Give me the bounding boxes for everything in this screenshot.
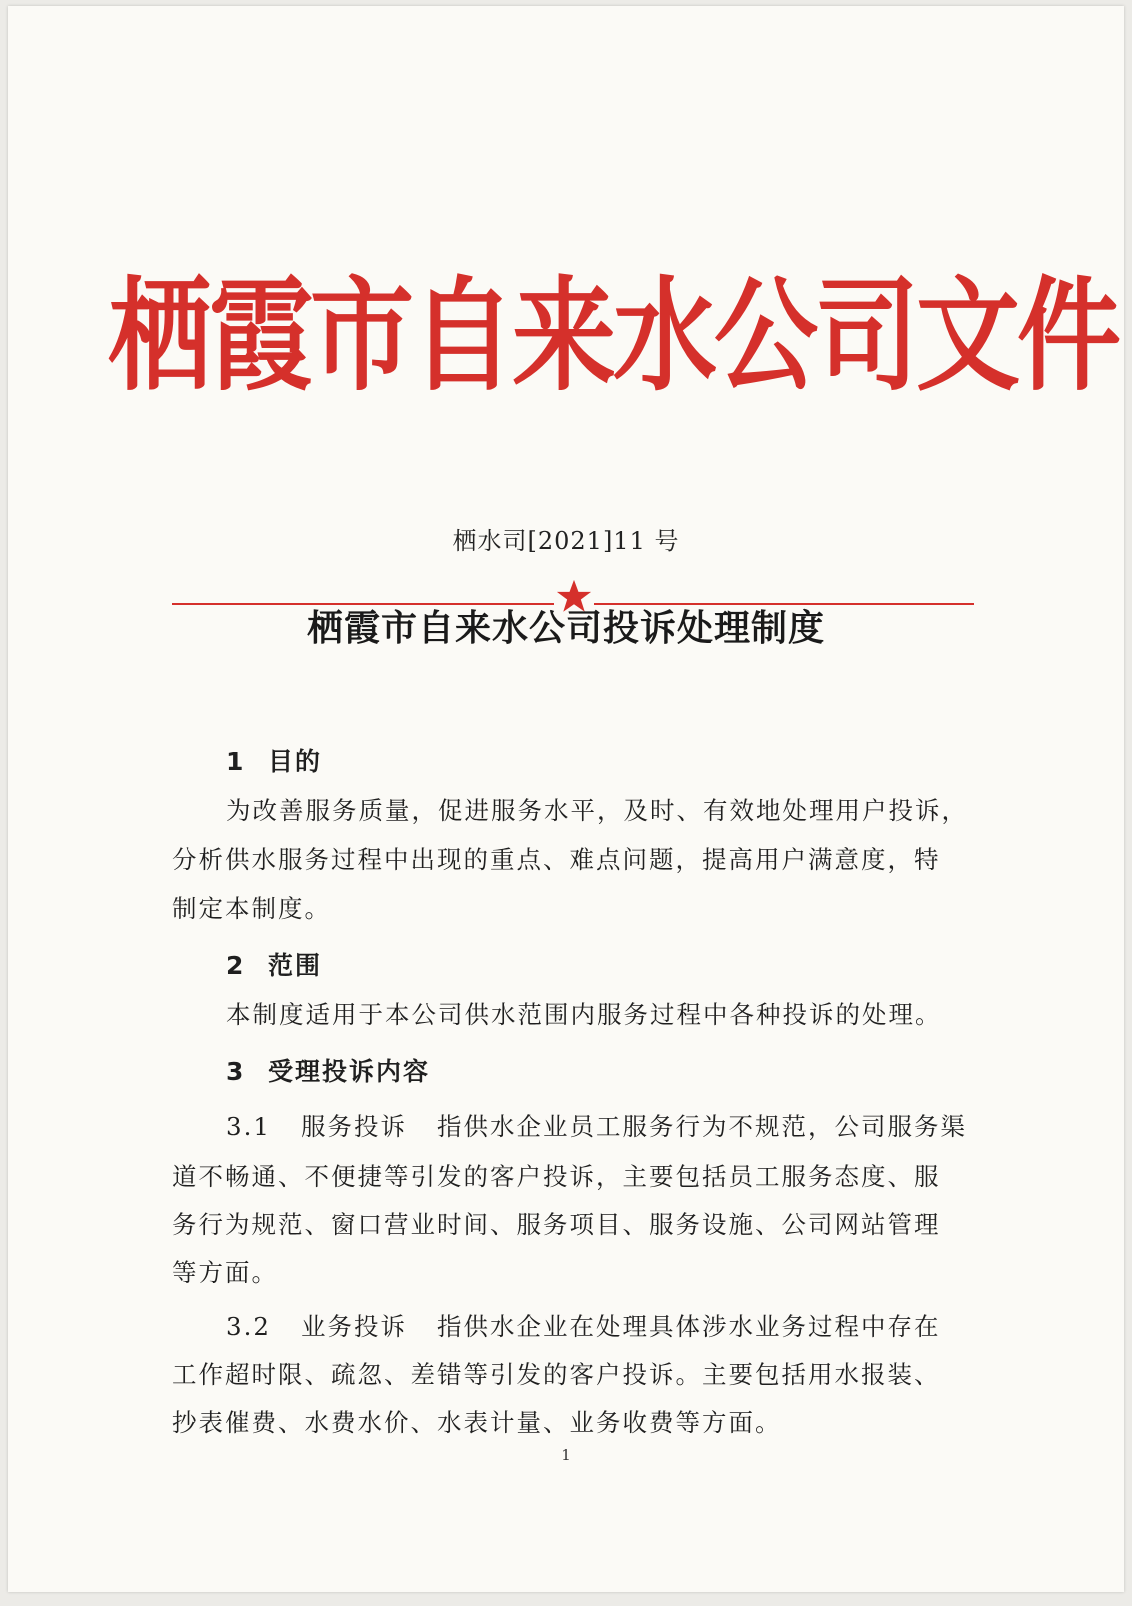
section-heading-purpose xyxy=(226,742,322,778)
paragraph-line: 工作超时限、疏忽、差错等引发的客户投诉。主要包括用水报装、 xyxy=(172,1360,941,1389)
paragraph-line: 本制度适用于本公司供水范围内服务过程中各种投诉的处理。 xyxy=(226,1000,942,1029)
section-heading-scope xyxy=(226,946,322,982)
section-title: 受理投诉内容 xyxy=(268,1057,431,1086)
paragraph-line: 道不畅通、不便捷等引发的客户投诉，主要包括员工服务态度、服 xyxy=(172,1162,941,1191)
section-title: 范围 xyxy=(268,951,323,980)
subsection-first-line xyxy=(226,1108,967,1143)
document-title: 栖霞市自来水公司投诉处理制度 xyxy=(306,608,825,649)
paragraph-line: 为改善服务质量，促进服务水平，及时、有效地处理用户投诉， xyxy=(226,796,968,825)
subsection-label: 业务投诉 xyxy=(300,1312,407,1341)
document-number: 栖水司[2021]11 号 xyxy=(452,527,680,555)
paragraph-text: 指供水企业员工服务行为不规范，公司服务渠 xyxy=(436,1112,967,1141)
subsection-label: 服务投诉 xyxy=(300,1112,407,1141)
section-heading-complaint-content xyxy=(226,1052,430,1088)
section-number: 3 xyxy=(226,1057,246,1086)
masthead-title: 栖霞市自来水公司文件 xyxy=(108,262,1119,408)
document-page xyxy=(8,6,1124,1592)
paragraph-line: 等方面。 xyxy=(172,1258,278,1287)
subsection-number: 3.1 xyxy=(226,1112,271,1141)
subsection-number: 3.2 xyxy=(226,1312,271,1341)
paragraph-line: 抄表催费、水费水价、水表计量、业务收费等方面。 xyxy=(172,1408,782,1437)
page-number: 1 xyxy=(561,1446,571,1464)
section-number: 1 xyxy=(226,747,246,776)
section-number: 2 xyxy=(226,951,246,980)
paragraph-line: 务行为规范、窗口营业时间、服务项目、服务设施、公司网站管理 xyxy=(172,1210,941,1239)
paragraph-line: 制定本制度。 xyxy=(172,894,331,923)
section-title: 目的 xyxy=(268,747,323,776)
subsection-first-line xyxy=(226,1308,940,1343)
paragraph-line: 分析供水服务过程中出现的重点、难点问题，提高用户满意度，特 xyxy=(172,845,941,874)
paragraph-text: 指供水企业在处理具体涉水业务过程中存在 xyxy=(436,1312,941,1341)
